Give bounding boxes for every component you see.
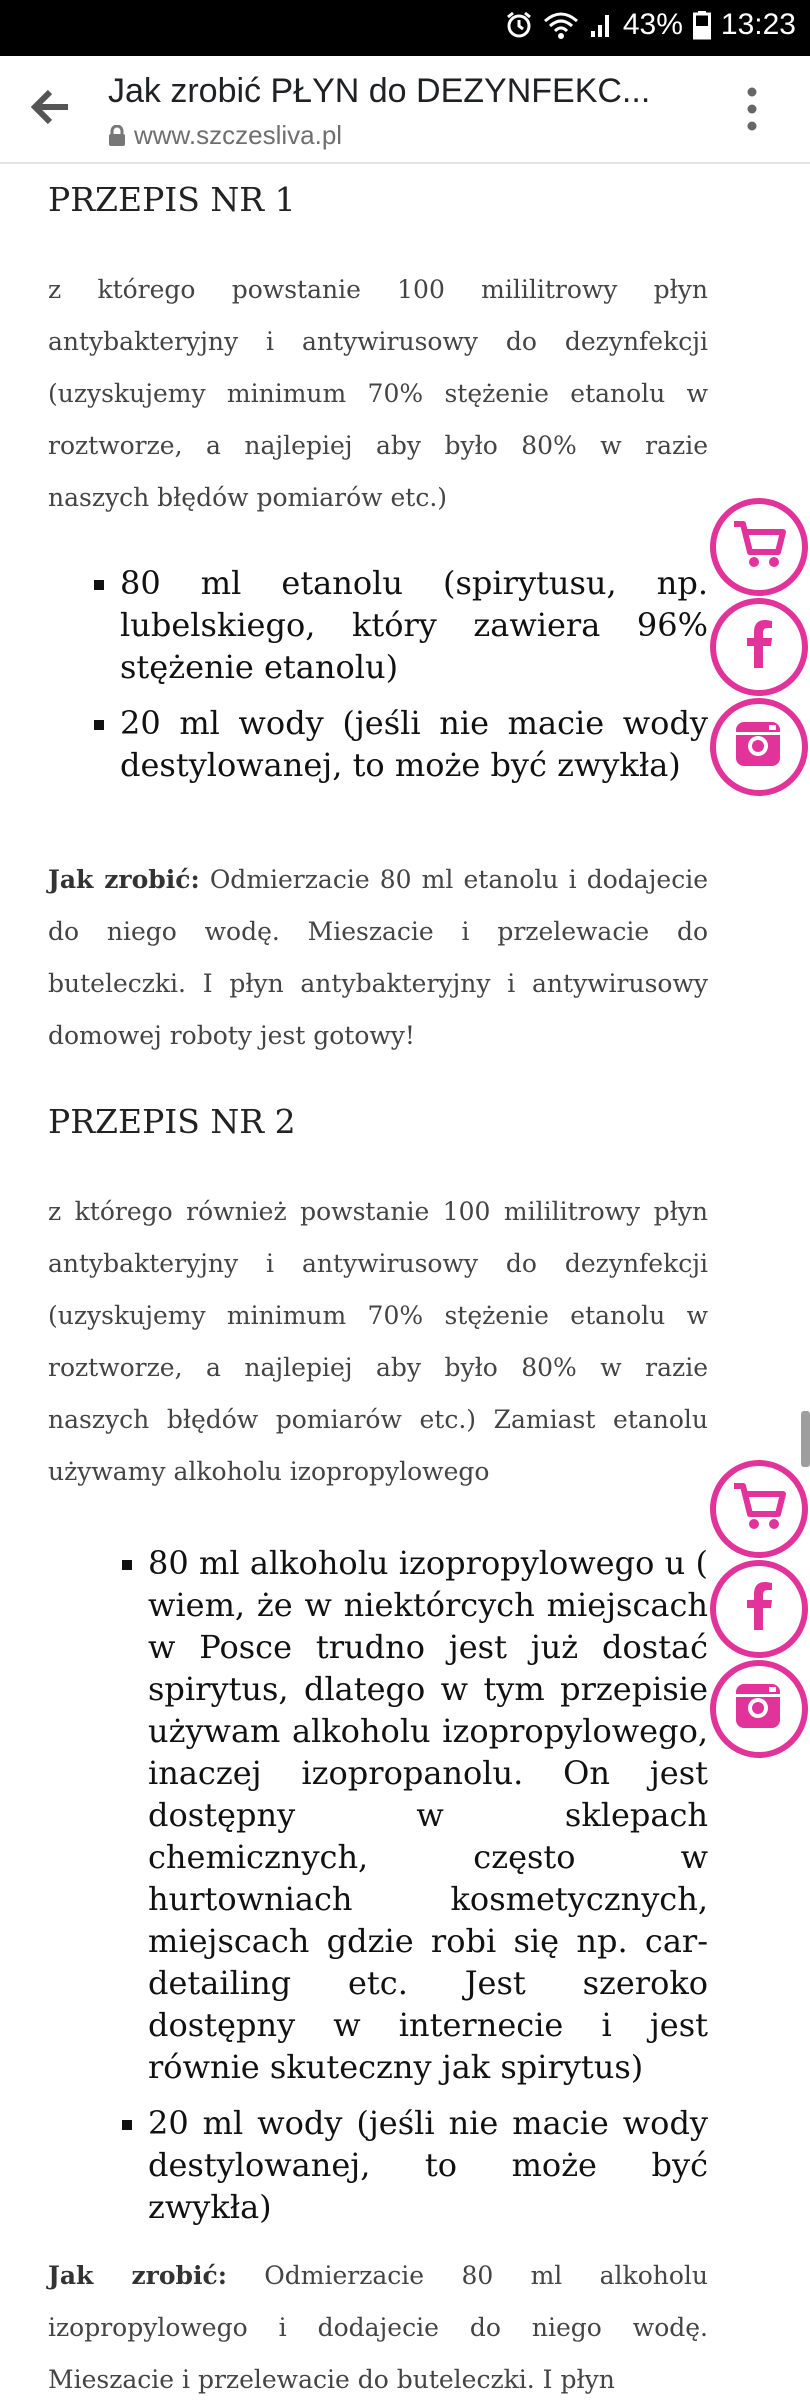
list-item: 80 ml alkoholu izopropylowego u ( wiem, że w niektórcych miejscach w Posce trudno jest już dostać spirytus, dlatego w tym przepisie używam alkoholu izopropylowego, inaczej izopropanolu. On jest dostępny w sklepach chemicznych, często w hurtowniach kosmetycznych, miejscach gdzie robi się np. car-detailing etc. Jest szeroko dostępny w internecie i jest równie skuteczny jak spirytus) bbox=[148, 1542, 708, 2088]
facebook-icon bbox=[730, 1578, 788, 1634]
facebook-button[interactable] bbox=[710, 1560, 810, 1652]
recipe1-intro: z którego powstanie 100 mililitrowy płyn antybakteryjny i antywirusowy do dezynfekcji (uzyskujemy minimum 70% stężenie etanolu w roztworze, a najlepiej aby było 80% w razie naszych błędów pomiarów etc.) bbox=[48, 275, 708, 512]
bullet-icon bbox=[94, 580, 104, 590]
lock-icon bbox=[108, 125, 126, 147]
page-url[interactable] bbox=[108, 120, 342, 151]
url-text: www.szczesliva.pl bbox=[134, 120, 343, 150]
bullet-icon bbox=[122, 2120, 132, 2130]
facebook-button[interactable] bbox=[710, 598, 810, 690]
list-item: 20 ml wody (jeśli nie macie wody destylowanej, to może być zwykła) bbox=[148, 2102, 708, 2228]
clock: 13:23 bbox=[720, 8, 796, 41]
scrollbar-thumb[interactable] bbox=[801, 1411, 810, 1467]
recipe2-heading: PRZEPIS NR 2 bbox=[48, 1102, 296, 1141]
cart-icon bbox=[730, 516, 788, 572]
instagram-icon bbox=[730, 1678, 788, 1734]
cart-icon bbox=[730, 1478, 788, 1534]
more-options-button[interactable] bbox=[740, 84, 764, 134]
battery-percent: 43% bbox=[622, 8, 683, 41]
bullet-icon bbox=[122, 1560, 132, 1570]
page-title: Jak zrobić PŁYN do DEZYNFEKC... bbox=[108, 72, 651, 110]
recipe1-howto bbox=[48, 854, 708, 1062]
back-button[interactable] bbox=[28, 84, 74, 130]
recipe2-howto bbox=[48, 2250, 708, 2406]
social-share-bar bbox=[710, 1460, 810, 1760]
social-share-bar bbox=[710, 498, 810, 798]
battery-icon bbox=[693, 10, 711, 40]
instagram-button[interactable] bbox=[710, 698, 810, 790]
signal-icon bbox=[589, 11, 613, 39]
status-bar bbox=[0, 0, 810, 56]
howto-text: Odmierzacie 80 ml alkoholu izopropylowego i dodajecie do niego wodę. Mieszacie i przelewacie do buteleczki. I płyn bbox=[48, 2261, 709, 2394]
recipe2-ingredients bbox=[148, 1542, 708, 2228]
facebook-icon bbox=[730, 616, 788, 672]
bullet-icon bbox=[94, 720, 104, 730]
kebab-menu-icon bbox=[740, 84, 764, 134]
recipe1-heading: PRZEPIS NR 1 bbox=[48, 180, 296, 219]
shop-button[interactable] bbox=[710, 498, 810, 590]
howto-text: Odmierzacie 80 ml etanolu i dodajecie do niego wodę. Mieszacie i przelewacie do buteleczki. I płyn antybakteryjny i antywirusowy domowej roboty jest gotowy! bbox=[48, 865, 708, 1050]
arrow-left-icon bbox=[28, 84, 74, 130]
instagram-icon bbox=[730, 716, 788, 772]
alarm-icon bbox=[505, 11, 533, 39]
browser-toolbar bbox=[0, 56, 810, 164]
instagram-button[interactable] bbox=[710, 1660, 810, 1752]
list-item: 80 ml etanolu (spirytusu, np. lubelskiego, który zawiera 96% stężenie etanolu) bbox=[120, 562, 708, 688]
shop-button[interactable] bbox=[710, 1460, 810, 1552]
howto-label: Jak zrobić: bbox=[48, 865, 200, 894]
recipe1-ingredients bbox=[120, 562, 708, 786]
wifi-icon bbox=[543, 11, 579, 39]
recipe2-intro: z którego również powstanie 100 mililitrowy płyn antybakteryjny i antywirusowy do dezynfekcji (uzyskujemy minimum 70% stężenie etanolu w roztworze, a najlepiej aby było 80% w razie naszych błędów pomiarów etc.) Zamiast etanolu używamy alkoholu izopropylowego bbox=[48, 1197, 708, 1486]
list-item: 20 ml wody (jeśli nie macie wody destylowanej, to może być zwykła) bbox=[120, 702, 708, 786]
howto-label: Jak zrobić: bbox=[48, 2261, 227, 2290]
